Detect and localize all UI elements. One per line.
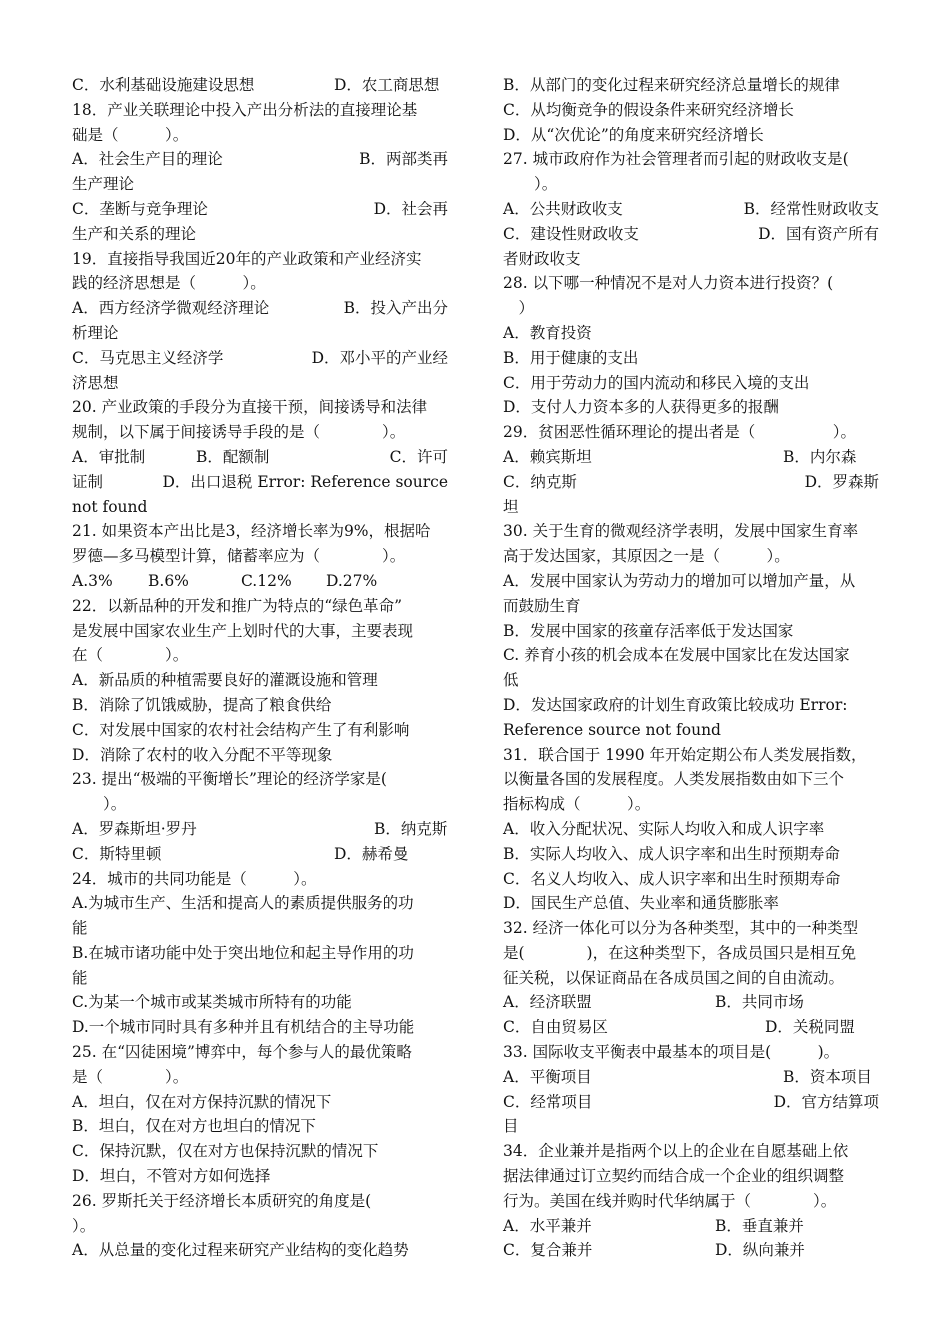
q20-options-cd (72, 470, 448, 495)
q22-option-d: D．消除了农村的收入分配不平等现象 (72, 745, 333, 764)
q22-option-b: B．消除了饥饿威胁，提高了粮食供给 (72, 695, 332, 714)
q18-options-cd (72, 197, 448, 222)
q27-options-ab (503, 197, 879, 222)
q23-option-d: D．赫希曼 (334, 844, 409, 863)
q29-option-a: A．赖宾斯坦 (503, 447, 592, 466)
q34-stem: 行为。美国在线并购时代华纳属于（ ）。 (503, 1191, 837, 1210)
q20-option-d-cont: not found (72, 497, 148, 516)
q20-option-b: B．配额制 (196, 447, 270, 466)
q27-stem: ）。 (503, 175, 558, 194)
q21-option-c: C.12% (241, 571, 292, 590)
q19-option-b-cont: 析理论 (72, 323, 119, 342)
q25-option-c: C．保持沉默，仅在对方也保持沉默的情况下 (72, 1142, 379, 1161)
q34-options-cd (503, 1238, 879, 1263)
q22-option-a: A．新品质的种植需要良好的灌溉设施和管理 (72, 671, 378, 690)
q32-option-b: B．共同市场 (715, 993, 804, 1012)
q20-stem: 20. 产业政策的手段分为直接干预，间接诱导和法律 (72, 398, 428, 417)
q23-stem: 23. 提出“极端的平衡增长”理论的经济学家是( (72, 770, 387, 789)
q26-option-a: A．从总量的变化过程来研究产业结构的变化趋势 (72, 1241, 409, 1260)
q30-stem: 高于发达国家，其原因之一是（ ）。 (503, 547, 790, 566)
q24-option-a-cont: 能 (72, 919, 88, 938)
q18-option-d: D．社会再 (373, 199, 448, 218)
q31-option-a: A．收入分配状况、实际人均收入和成人识字率 (503, 819, 825, 838)
q22-stem: 22．以新品种的开发和推广为特点的“绿色革命” (72, 596, 403, 615)
q30-option-c: C. 养育小孩的机会成本在发展中国家比在发达国家 (503, 646, 850, 665)
q23-option-a: A．罗森斯坦·罗丹 (72, 819, 197, 838)
q26-stem: ）。 (72, 1216, 96, 1235)
q18-option-b: B．两部类再 (359, 150, 448, 169)
q34-options-ab (503, 1214, 879, 1239)
q17-option-d: D．农工商思想 (334, 76, 440, 94)
q29-stem: 29．贫困恶性循环理论的提出者是（ ）。 (503, 423, 856, 442)
q23-options-cd (72, 842, 448, 867)
q19-option-d-cont: 济思想 (72, 373, 119, 392)
q31-stem: 31．联合国于 1990 年开始定期公布人类发展指数， (503, 745, 867, 764)
q34-stem: 据法律通过订立契约而结合成一个企业的组织调整 (503, 1167, 845, 1186)
q18-option-c: C．垄断与竞争理论 (72, 199, 208, 218)
q34-option-a: A．水平兼并 (503, 1216, 592, 1235)
q20-option-c: C．许可 (389, 447, 448, 466)
q21-option-a: A.3% (72, 571, 113, 590)
q32-option-a: A．经济联盟 (503, 993, 592, 1012)
q19-option-d: D．邓小平的产业经 (311, 348, 448, 367)
q19-options-ab (72, 296, 448, 321)
q34-option-b: B．垂直兼并 (715, 1216, 804, 1235)
q23-option-b: B．纳克斯 (374, 819, 448, 838)
q27-option-c: C．建设性财政收支 (503, 224, 639, 243)
q28-option-a: A．教育投资 (503, 323, 592, 342)
q34-stem: 34．企业兼并是指两个以上的企业在自愿基础上依 (503, 1142, 849, 1161)
q33-option-c: C．经常项目 (503, 1092, 593, 1111)
q29-option-d-cont: 坦 (503, 497, 519, 516)
left-column (72, 73, 448, 1263)
q27-option-d: D．国有资产所有 (758, 224, 879, 243)
q32-option-d: D．关税同盟 (765, 1018, 855, 1037)
q18-stem: 18．产业关联理论中投入产出分析法的直接理论基 (72, 100, 418, 119)
q19-option-b: B．投入产出分 (343, 299, 448, 318)
q32-options-cd (503, 1015, 879, 1040)
q26-option-b: B．从部门的变化过程来研究经济总量增长的规律 (503, 76, 840, 94)
q22-option-c: C．对发展中国家的农村社会结构产生了有利影响 (72, 720, 410, 739)
q28-stem: ） (503, 299, 535, 318)
q31-option-c: C．名义人均收入、成人识字率和出生时预期寿命 (503, 869, 841, 888)
q22-stem: 是发展中国家农业生产上划时代的大事，主要表现 (72, 621, 414, 640)
q18-stem: 础是（ ）。 (72, 125, 189, 144)
q19-stem: 践的经济思想是（ ）。 (72, 274, 266, 293)
q25-stem: 是（ ）。 (72, 1067, 189, 1086)
q26-stem: 26. 罗斯托关于经济增长本质研究的角度是( (72, 1191, 372, 1210)
q34-option-c: C．复合兼并 (503, 1241, 593, 1260)
q19-option-c: C．马克思主义经济学 (72, 348, 224, 367)
q25-stem: 25. 在“囚徒困境”博弈中，每个参与人的最优策略 (72, 1043, 412, 1062)
q21-stem: 罗德—多马模型计算，储蓄率应为（ ）。 (72, 547, 406, 566)
q19-option-a: A．西方经济学微观经济理论 (72, 299, 270, 318)
q20-stem: 规制，以下属于间接诱导手段的是（ ）。 (72, 423, 406, 442)
q33-option-d-cont: 目 (503, 1117, 519, 1136)
q20-option-a: A．审批制 (72, 447, 146, 466)
q28-option-c: C．用于劳动力的国内流动和移民入境的支出 (503, 373, 810, 392)
q23-option-c: C．斯特里顿 (72, 844, 162, 863)
q21-options (72, 569, 448, 594)
q27-option-a: A．公共财政收支 (503, 199, 623, 218)
q23-stem: ）。 (72, 795, 127, 814)
q24-option-d: D.一个城市同时具有多种并且有机结合的主导功能 (72, 1018, 415, 1037)
q30-option-b: B．发展中国家的孩童存活率低于发达国家 (503, 621, 794, 640)
q29-option-c: C．纳克斯 (503, 472, 577, 491)
q28-option-b: B．用于健康的支出 (503, 348, 639, 367)
q30-option-d: D．发达国家政府的计划生育政策比较成功 Error: (503, 695, 848, 714)
q27-option-b: B．经常性财政收支 (743, 199, 879, 218)
q25-option-a: A．坦白，仅在对方保持沉默的情况下 (72, 1092, 332, 1111)
q33-options-ab (503, 1065, 879, 1090)
q32-stem: 32. 经济一体化可以分为各种类型，其中的一种类型 (503, 919, 859, 938)
q25-option-d: D．坦白，不管对方如何选择 (72, 1167, 271, 1186)
q21-stem: 21. 如果资本产出比是3，经济增长率为9%，根据哈 (72, 522, 431, 541)
q24-option-b: B.在城市诸功能中处于突出地位和起主导作用的功 (72, 943, 414, 962)
q18-options-ab (72, 147, 448, 172)
q26-option-d: D．从“次优论”的角度来研究经济增长 (503, 125, 764, 144)
q30-stem: 30. 关于生育的微观经济学表明，发展中国家生育率 (503, 522, 859, 541)
q27-stem: 27. 城市政府作为社会管理者而引起的财政收支是( (503, 150, 849, 169)
q32-stem: 是( )，在这种类型下，各成员国只是相互免 (503, 943, 857, 962)
right-column (503, 73, 879, 1263)
q18-option-d-cont: 生产和关系的理论 (72, 224, 197, 243)
q19-stem: 19．直接指导我国近20年的产业政策和产业经济实 (72, 249, 422, 268)
q23-options-ab (72, 817, 448, 842)
q18-option-b-cont: 生产理论 (72, 175, 135, 194)
q32-options-ab (503, 990, 879, 1015)
q22-stem: 在（ ）。 (72, 646, 189, 665)
q24-option-a: A.为城市生产、生活和提高人的素质提供服务的功 (72, 894, 414, 913)
q31-option-d: D．国民生产总值、失业率和通货膨胀率 (503, 894, 779, 913)
q19-options-cd (72, 346, 448, 371)
q27-options-cd (503, 222, 879, 247)
q32-stem: 征关税，以保证商品在各成员国之间的自由流动。 (503, 968, 845, 987)
q20-options-abc (72, 445, 448, 470)
q24-option-c: C.为某一个城市或某类城市所特有的功能 (72, 993, 352, 1012)
q30-option-a: A．发展中国家认为劳动力的增加可以增加产量，从 (503, 571, 856, 590)
q31-option-b: B．实际人均收入、成人识字率和出生时预期寿命 (503, 844, 840, 863)
q18-option-a: A．社会生产目的理论 (72, 150, 223, 169)
q17-options-cd (72, 73, 448, 98)
q33-stem: 33. 国际收支平衡表中最基本的项目是( )。 (503, 1043, 840, 1062)
q29-option-b: B．内尔森 (783, 447, 857, 466)
q29-option-d: D．罗森斯 (804, 472, 879, 491)
q28-option-d: D．支付人力资本多的人获得更多的报酬 (503, 398, 779, 417)
q33-option-d: D．官方结算项 (773, 1092, 879, 1111)
q25-option-b: B．坦白，仅在对方也坦白的情况下 (72, 1117, 316, 1136)
q28-stem: 28. 以下哪一种情况不是对人力资本进行投资？( (503, 274, 834, 293)
q24-stem: 24．城市的共同功能是（ ）。 (72, 869, 317, 888)
q33-option-b: B．资本项目 (783, 1067, 872, 1086)
q30-option-d-cont: Reference source not found (503, 720, 721, 739)
q31-stem: 以衡量各国的发展程度。人类发展指数由如下三个 (503, 770, 845, 789)
q30-option-c-cont: 低 (503, 671, 519, 690)
q30-option-a-cont: 而鼓励生育 (503, 596, 581, 615)
q32-option-c: C．自由贸易区 (503, 1018, 608, 1037)
q33-options-cd (503, 1090, 879, 1115)
q29-options-cd (503, 470, 879, 495)
q33-option-a: A．平衡项目 (503, 1067, 592, 1086)
q21-option-d: D.27% (326, 571, 378, 590)
q31-stem: 指标构成（ ）。 (503, 795, 651, 814)
q24-option-b-cont: 能 (72, 968, 88, 987)
q29-options-ab (503, 445, 879, 470)
q26-option-c: C．从均衡竞争的假设条件来研究经济增长 (503, 100, 794, 119)
q21-option-b: B.6% (148, 571, 189, 590)
q34-option-d: D．纵向兼并 (715, 1241, 805, 1260)
q20-option-c-cont: 证制 (72, 472, 104, 491)
q17-option-c: C．水利基础设施建设思想 (72, 76, 255, 94)
q20-option-d: D．出口退税 Error: Reference source (162, 472, 448, 491)
q27-option-d-cont: 者财政收支 (503, 249, 581, 268)
